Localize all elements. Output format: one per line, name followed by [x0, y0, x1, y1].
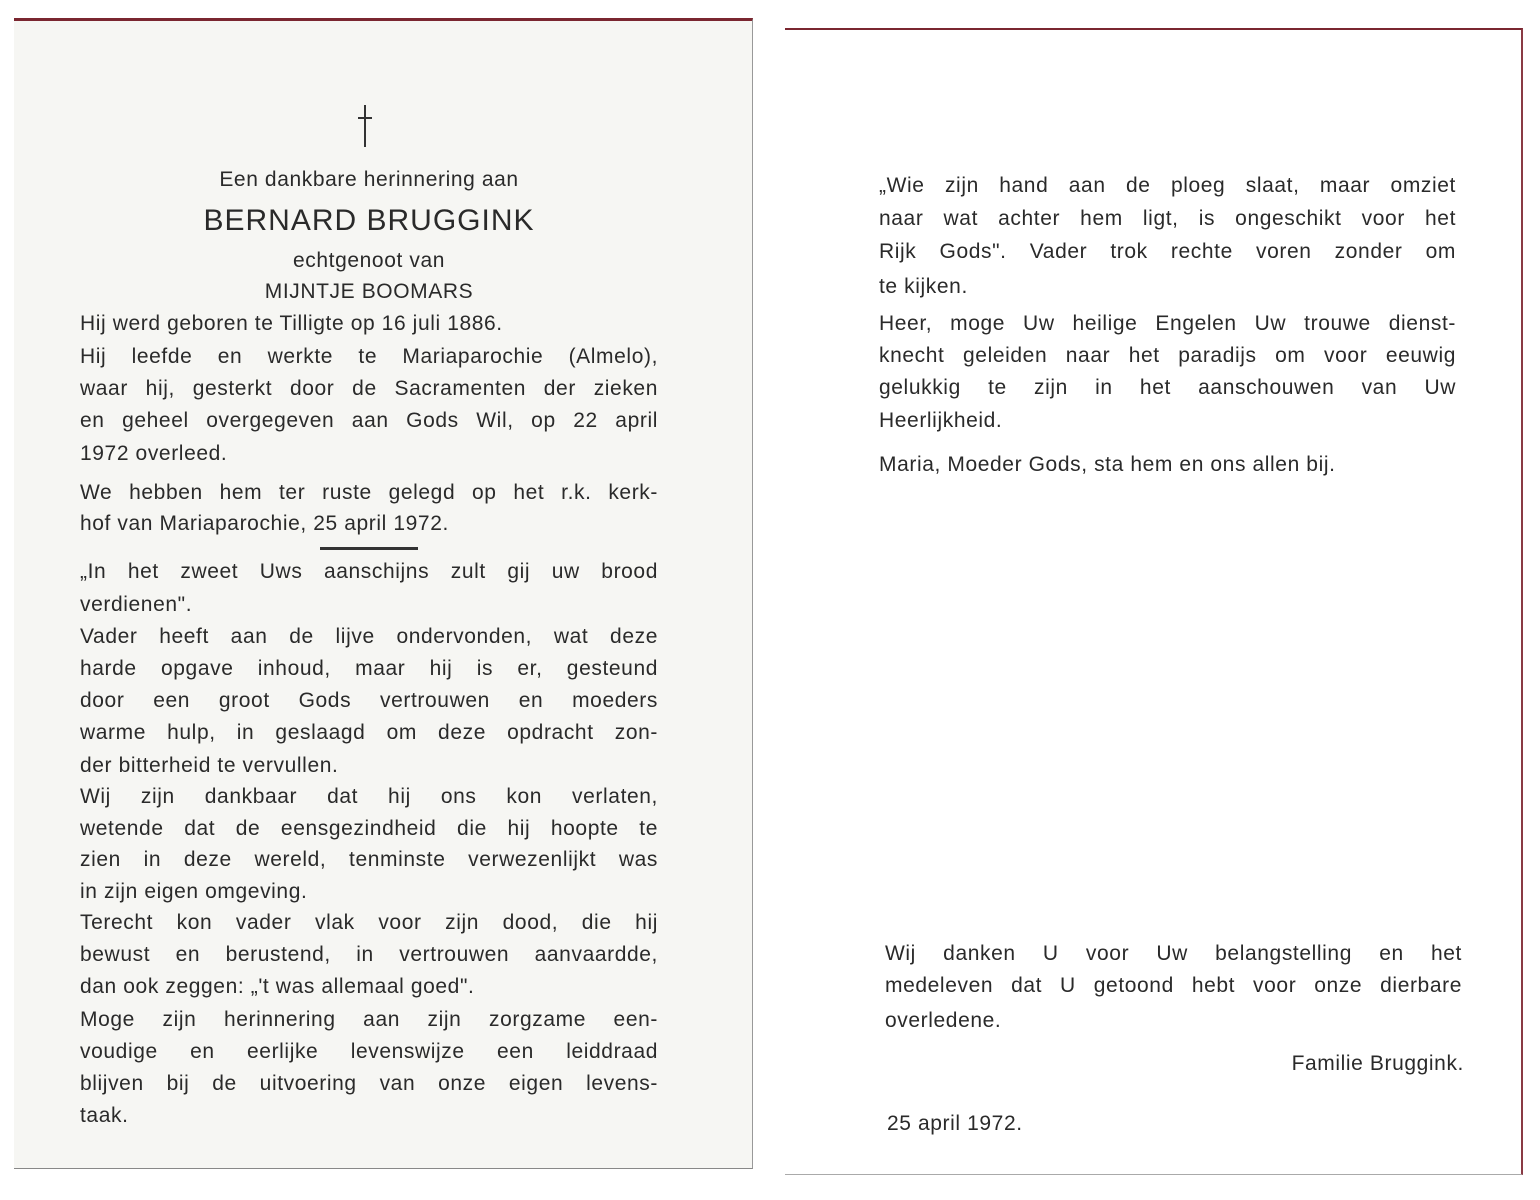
text-line: voudige en eerlijke levenswijze een leiddraad: [80, 1040, 658, 1063]
signature: Familie Bruggink.: [1291, 1052, 1464, 1075]
text-line: harde opgave inhoud, maar hij is er, gesteund: [80, 657, 658, 680]
text-line: Rijk Gods". Vader trok rechte voren zonder om: [879, 240, 1456, 263]
text-line: 1972 overleed.: [80, 442, 228, 465]
text-line: Heerlijkheid.: [879, 409, 1003, 432]
text-line: warme hulp, in geslaagd om deze opdracht zon-: [80, 721, 658, 744]
cross-icon: [358, 105, 372, 147]
text-line: Moge zijn herinnering aan zijn zorgzame een-: [80, 1008, 658, 1031]
text-line: wetende dat de eensgezindheid die hij hoopte te: [80, 817, 658, 840]
text-line: Wij danken U voor Uw belangstelling en het: [885, 942, 1462, 965]
text-line: „In het zweet Uws aanschijns zult gij uw brood: [80, 560, 658, 583]
text-line: Vader heeft aan de lijve ondervonden, wat deze: [80, 625, 658, 648]
text-line: naar wat achter hem ligt, is ongeschikt voor het: [879, 207, 1456, 230]
text-line: Heer, moge Uw heilige Engelen Uw trouwe dienst-: [879, 312, 1456, 335]
memorial-card-back: [785, 28, 1523, 1175]
divider: [320, 547, 418, 550]
text-line: taak.: [80, 1104, 129, 1127]
spouse-name: MIJNTJE BOOMARS: [264, 280, 474, 303]
text-line: Maria, Moeder Gods, sta hem en ons allen bij.: [879, 453, 1336, 476]
text-line: dan ook zeggen: „'t was allemaal goed".: [80, 975, 475, 998]
relation-text: echtgenoot van: [292, 249, 446, 272]
text-line: door een groot Gods vertrouwen en moeders: [80, 689, 658, 712]
text-line: „Wie zijn hand aan de ploeg slaat, maar omziet: [879, 174, 1456, 197]
text-line: blijven bij de uitvoering van onze eigen levens-: [80, 1072, 658, 1095]
text-line: Wij zijn dankbaar dat hij ons kon verlaten,: [80, 785, 658, 808]
text-line: hof van Mariaparochie, 25 april 1972.: [80, 512, 449, 535]
text-line: knecht geleiden naar het paradijs om voor eeuwig: [879, 344, 1456, 367]
text-line: te kijken.: [879, 275, 968, 298]
text-line: verdienen".: [80, 593, 193, 616]
text-line: bewust en berustend, in vertrouwen aanvaardde,: [80, 943, 658, 966]
text-line: We hebben hem ter ruste gelegd op het r.k. kerk-: [80, 481, 658, 504]
text-line: medeleven dat U getoond hebt voor onze dierbare: [885, 974, 1462, 997]
text-line: Hij leefde en werkte te Mariaparochie (Almelo),: [80, 345, 658, 368]
text-line: in zijn eigen omgeving.: [80, 880, 308, 903]
text-line: zien in deze wereld, tenminste verwezenlijkt was: [80, 848, 658, 871]
intro-text: Een dankbare herinnering aan: [219, 168, 519, 191]
text-line: Hij werd geboren te Tilligte op 16 juli 1886.: [80, 312, 503, 335]
date: 25 april 1972.: [887, 1112, 1023, 1135]
text-line: Terecht kon vader vlak voor zijn dood, die hij: [80, 911, 658, 934]
text-line: waar hij, gesterkt door de Sacramenten der zieken: [80, 377, 658, 400]
text-line: en geheel overgegeven aan Gods Wil, op 22 april: [80, 409, 658, 432]
deceased-name: BERNARD BRUGGINK: [203, 204, 535, 237]
text-line: der bitterheid te vervullen.: [80, 754, 339, 777]
text-line: gelukkig te zijn in het aanschouwen van Uw: [879, 376, 1456, 399]
text-line: overledene.: [885, 1009, 1002, 1032]
